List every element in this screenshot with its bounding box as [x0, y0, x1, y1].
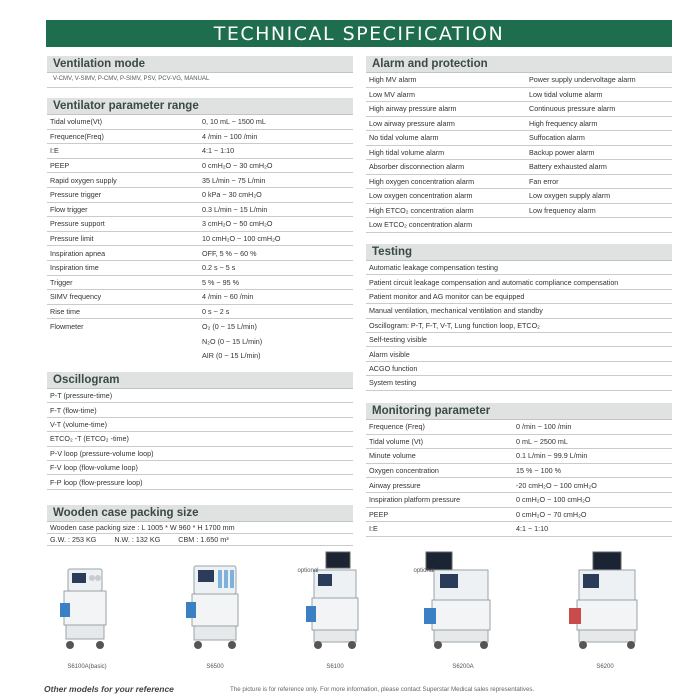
param-value: 35 L/min ~ 75 L/min	[202, 175, 266, 185]
footer-disclaimer: The picture is for reference only. For more information, please contact Superstar Medical sales representatives.	[230, 686, 535, 693]
param-name: Trigger	[50, 277, 73, 287]
oscillogram-section	[47, 372, 353, 490]
alarm-item: Absorber disconnection alarm	[369, 162, 465, 172]
table-row	[366, 160, 672, 175]
list-item: Self-testing visible	[366, 333, 672, 347]
ventilation-mode-section	[47, 56, 353, 88]
testing-section	[366, 244, 672, 391]
list-item: Patient monitor and AG monitor can be equipped	[366, 290, 672, 304]
alarm-item: Fan error	[529, 176, 559, 186]
table-row	[366, 420, 672, 435]
list-item: Patient circuit leakage compensation and automatic compliance compensation	[366, 275, 672, 289]
list-item: System testing	[366, 376, 672, 390]
model-label: S6100A(basic)	[67, 664, 107, 670]
alarm-item: Power supply undervoltage alarm	[529, 75, 636, 85]
param-name: Airway pressure	[369, 480, 421, 490]
param-name: Rapid oxygen supply	[50, 175, 117, 185]
param-name: Minute volume	[369, 451, 416, 461]
section-heading: Monitoring parameter	[366, 403, 672, 420]
param-value: 15 % ~ 100 %	[516, 466, 561, 476]
param-value: -20 cmH₂O ~ 100 cmH₂O	[516, 480, 597, 490]
table-row	[366, 464, 672, 479]
alarm-item: High airway pressure alarm	[369, 104, 457, 114]
param-value: 0 s ~ 2 s	[202, 307, 230, 317]
section-heading: Testing	[366, 244, 672, 261]
param-name: Inspiration apnea	[50, 248, 106, 258]
param-value: 0 cmH₂O ~ 30 cmH₂O	[202, 161, 273, 171]
param-value: 5 % ~ 95 %	[202, 277, 239, 287]
alarm-item: No tidal volume alarm	[369, 133, 439, 143]
param-name: Tidal volume(Vt)	[50, 117, 103, 127]
table-row	[47, 290, 353, 305]
monitoring-section	[366, 403, 672, 537]
table-row	[47, 217, 353, 232]
param-name: Pressure support	[50, 219, 105, 229]
table-row	[47, 319, 353, 334]
table-row	[366, 189, 672, 204]
section-heading: Ventilator parameter range	[47, 98, 353, 115]
list-item: ETCO₂ -T (ETCO₂ -time)	[47, 432, 353, 446]
param-value: 0.1 L/min ~ 99.9 L/min	[516, 451, 588, 461]
param-name: I:E	[369, 524, 378, 534]
alarm-item: Low MV alarm	[369, 89, 415, 99]
param-value: 0.3 L/min ~ 15 L/min	[202, 204, 268, 214]
list-item: Alarm visible	[366, 347, 672, 361]
param-name: PEEP	[50, 161, 70, 171]
model-label: S6200A	[452, 664, 474, 670]
table-row	[366, 131, 672, 146]
monitoring-table	[366, 420, 672, 537]
packing-weights	[47, 534, 353, 546]
table-row	[366, 204, 672, 219]
table-row	[366, 522, 672, 537]
list-item: V-T (volume-time)	[47, 418, 353, 432]
param-name: SIMV frequency	[50, 292, 102, 302]
alarm-item: Low airway pressure alarm	[369, 118, 455, 128]
table-row	[47, 305, 353, 320]
table-row	[47, 130, 353, 145]
net-weight: N.W. : 132 KG	[114, 535, 161, 544]
param-value: 4 /min ~ 100 /min	[202, 131, 258, 141]
param-value: 0 /min ~ 100 /min	[516, 422, 572, 432]
param-name: Frequence (Freq)	[369, 422, 425, 432]
alarm-table	[366, 73, 672, 233]
param-value: 0 cmH₂O ~ 100 cmH₂O	[516, 495, 591, 505]
alarm-item: Low frequency alarm	[529, 205, 596, 215]
cbm-volume: CBM : 1.650 m³	[178, 535, 229, 544]
list-item: ACGO function	[366, 362, 672, 376]
list-item: F-P loop (flow-pressure loop)	[47, 475, 353, 489]
alarm-item: Low ETCO₂ concentration alarm	[369, 220, 473, 230]
alarm-item: Low tidal volume alarm	[529, 89, 603, 99]
param-name: Pressure trigger	[50, 190, 102, 200]
table-row	[366, 73, 672, 88]
param-name: I:E	[50, 146, 59, 156]
param-value: 0, 10 mL ~ 1500 mL	[202, 117, 266, 127]
param-name: Inspiration platform pressure	[369, 495, 461, 505]
table-row	[366, 449, 672, 464]
ventilator-parameter-table	[47, 115, 353, 363]
gross-weight: G.W. : 253 KG	[50, 535, 97, 544]
anesthesia-machine-image	[565, 550, 645, 650]
param-name: Oxygen concentration	[369, 466, 439, 476]
param-name: Flow trigger	[50, 204, 88, 214]
table-row	[47, 144, 353, 159]
list-item: Automatic leakage compensation testing	[366, 261, 672, 275]
section-heading: Ventilation mode	[47, 56, 353, 73]
ventilation-modes-text: V-CMV, V-SIMV, P-CMV, P-SIMV, PSV, PCV-VG, MANUAL	[47, 73, 353, 88]
param-value: OFF, 5 % ~ 60 %	[202, 248, 257, 258]
param-value: 0 mL ~ 2500 mL	[516, 436, 568, 446]
param-value: 4 /min ~ 60 /min	[202, 292, 254, 302]
table-row	[47, 173, 353, 188]
table-row	[366, 435, 672, 450]
testing-list	[366, 261, 672, 391]
param-value: 0 cmH₂O ~ 70 cmH₂O	[516, 509, 587, 519]
optional-tag: optional	[413, 568, 435, 574]
param-value: AIR (0 ~ 15 L/min)	[202, 351, 261, 361]
table-row	[47, 115, 353, 130]
table-row	[47, 232, 353, 247]
table-row	[47, 246, 353, 261]
table-row	[366, 102, 672, 117]
section-heading: Oscillogram	[47, 372, 353, 389]
table-row	[47, 159, 353, 174]
table-row	[366, 88, 672, 103]
alarm-item: Low oxygen supply alarm	[529, 191, 611, 201]
section-heading: Alarm and protection	[366, 56, 672, 73]
alarm-item: High oxygen concentration alarm	[369, 176, 475, 186]
param-name: Inspiration time	[50, 263, 99, 273]
param-name: Tidal volume (Vt)	[369, 436, 424, 446]
param-value: 0.2 s ~ 5 s	[202, 263, 236, 273]
table-row	[47, 334, 353, 349]
alarm-item: Suffocation alarm	[529, 133, 585, 143]
alarm-item: High frequency alarm	[529, 118, 598, 128]
anesthesia-machine-image	[302, 550, 368, 650]
table-row	[366, 508, 672, 523]
list-item: F-T (flow-time)	[47, 403, 353, 417]
table-row	[47, 188, 353, 203]
table-row	[366, 493, 672, 508]
table-row	[47, 276, 353, 291]
list-item: Manual ventilation, mechanical ventilation and standby	[366, 304, 672, 318]
alarm-item: Low oxygen concentration alarm	[369, 191, 473, 201]
list-item: Oscillogram: P-T, F-T, V-T, Lung function loop, ETCO₂	[366, 319, 672, 333]
param-name: Frequence(Freq)	[50, 131, 104, 141]
param-name: Flowmeter	[50, 322, 84, 332]
table-row	[47, 203, 353, 218]
param-name: Pressure limit	[50, 234, 94, 244]
alarm-item: High tidal volume alarm	[369, 147, 445, 157]
table-row	[366, 218, 672, 233]
alarm-item: High MV alarm	[369, 75, 417, 85]
table-row	[47, 349, 353, 364]
table-row	[366, 478, 672, 493]
alarm-item: Backup power alarm	[529, 147, 595, 157]
optional-tag: optional	[297, 568, 319, 574]
packing-section	[47, 505, 353, 546]
packing-size: Wooden case packing size : L 1005 * W 960 * H 1700 mm	[47, 522, 353, 534]
anesthesia-machine-image	[420, 550, 500, 650]
alarm-item: Continuous pressure alarm	[529, 104, 616, 114]
oscillogram-list	[47, 389, 353, 490]
param-value: 0 kPa ~ 30 cmH₂O	[202, 190, 262, 200]
alarm-section	[366, 56, 672, 233]
table-row	[366, 146, 672, 161]
param-name: PEEP	[369, 509, 389, 519]
model-label: S6500	[206, 664, 224, 670]
param-name: Rise time	[50, 307, 80, 317]
param-value: 10 cmH₂O ~ 100 cmH₂O	[202, 234, 281, 244]
section-heading: Wooden case packing size	[47, 505, 353, 522]
product-images	[40, 568, 680, 678]
param-value: 4:1 ~ 1:10	[516, 524, 549, 534]
list-item: P-T (pressure-time)	[47, 389, 353, 403]
footer-note: Other models for your reference	[44, 684, 174, 694]
ventilator-parameter-section	[47, 98, 353, 363]
list-item: F-V loop (flow-volume loop)	[47, 461, 353, 475]
list-item: P-V loop (pressure-volume loop)	[47, 447, 353, 461]
model-label: S6100	[326, 664, 344, 670]
table-row	[366, 175, 672, 190]
alarm-item: Battery exhausted alarm	[529, 162, 607, 172]
page-title: TECHNICAL SPECIFICATION	[46, 20, 672, 47]
param-value: O₂ (0 ~ 15 L/min)	[202, 322, 257, 332]
anesthesia-machine-image	[180, 562, 250, 650]
anesthesia-machine-image	[50, 565, 120, 650]
param-value: 4:1 ~ 1:10	[202, 146, 235, 156]
model-label: S6200	[596, 664, 614, 670]
param-value: 3 cmH₂O ~ 50 cmH₂O	[202, 219, 273, 229]
table-row	[47, 261, 353, 276]
table-row	[366, 117, 672, 132]
param-value: N₂O (0 ~ 15 L/min)	[202, 336, 263, 346]
alarm-item: High ETCO₂ concentration alarm	[369, 205, 474, 215]
